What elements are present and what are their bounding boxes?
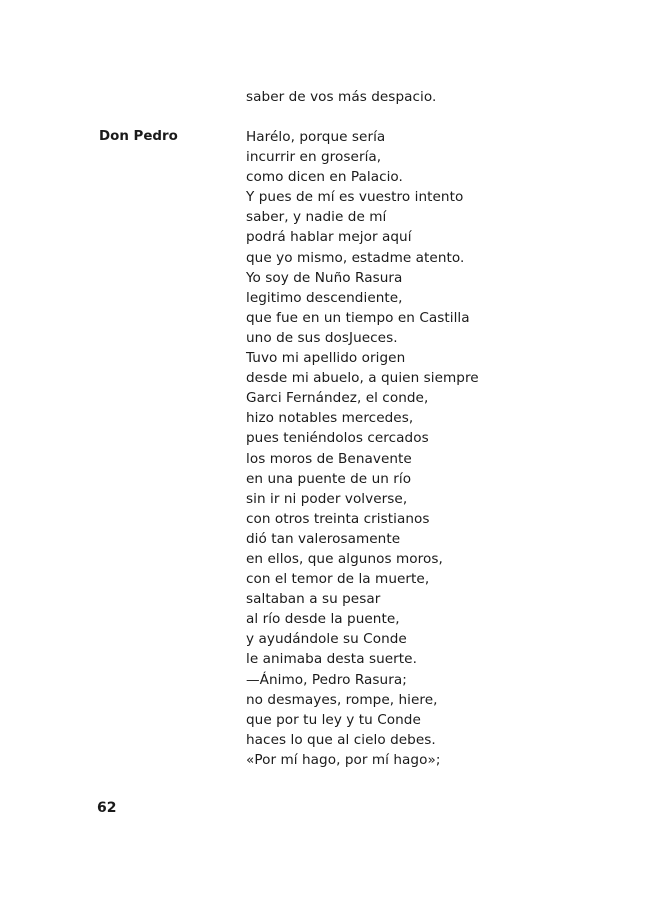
verse-line: Y pues de mí es vuestro intento (246, 189, 464, 206)
verse-line: podrá hablar mejor aquí (246, 229, 412, 246)
verse-line: hizo notables mercedes, (246, 410, 414, 427)
speaker-name: Don Pedro (99, 129, 178, 144)
verse-line: no desmayes, rompe, hiere, (246, 691, 438, 708)
verse-line: los moros de Benavente (246, 450, 412, 467)
continuation-verse-line: saber de vos más despacio. (246, 89, 437, 105)
verse-line: y ayudándole su Conde (246, 631, 407, 648)
verse-line: Yo soy de Nuño Rasura (246, 269, 403, 286)
verse-line: —Ánimo, Pedro Rasura; (246, 671, 407, 688)
verse-line: Garci Fernández, el conde, (246, 390, 429, 407)
verse-line: con el temor de la muerte, (246, 571, 430, 588)
verse-lines (246, 127, 479, 770)
verse-line: al río desde la puente, (246, 611, 400, 628)
verse-line: Harélo, porque sería (246, 129, 386, 145)
verse-line: en ellos, que algunos moros, (246, 550, 443, 567)
verse-line: uno de sus dosJueces. (246, 329, 398, 346)
verse-line: que fue en un tiempo en Castilla (246, 309, 470, 326)
verse-line: le animaba desta suerte. (246, 651, 417, 668)
verse-line: sin ir ni poder volverse, (246, 490, 408, 507)
verse-line: «Por mí hago, por mí hago»; (246, 751, 441, 768)
verse-line: legitimo descendiente, (246, 289, 403, 306)
verse-line: dió tan valerosamente (246, 530, 401, 547)
verse-line: que por tu ley y tu Conde (246, 711, 421, 728)
verse-line: desde mi abuelo, a quien siempre (246, 370, 479, 387)
verse-line: pues teniéndolos cercados (246, 430, 429, 447)
verse-line: que yo mismo, estadme atento. (246, 249, 465, 266)
page-number: 62 (97, 800, 117, 816)
verse-line: incurrir en grosería, (246, 149, 382, 166)
verse-line: saltaban a su pesar (246, 591, 381, 608)
verse-line: saber, y nadie de mí (246, 209, 387, 226)
verse-line: como dicen en Palacio. (246, 169, 403, 186)
verse-line: con otros treinta cristianos (246, 510, 430, 527)
verse-line: en una puente de un río (246, 470, 412, 487)
verse-line: haces lo que al cielo debes. (246, 731, 436, 748)
verse-line: Tuvo mi apellido origen (246, 350, 406, 367)
